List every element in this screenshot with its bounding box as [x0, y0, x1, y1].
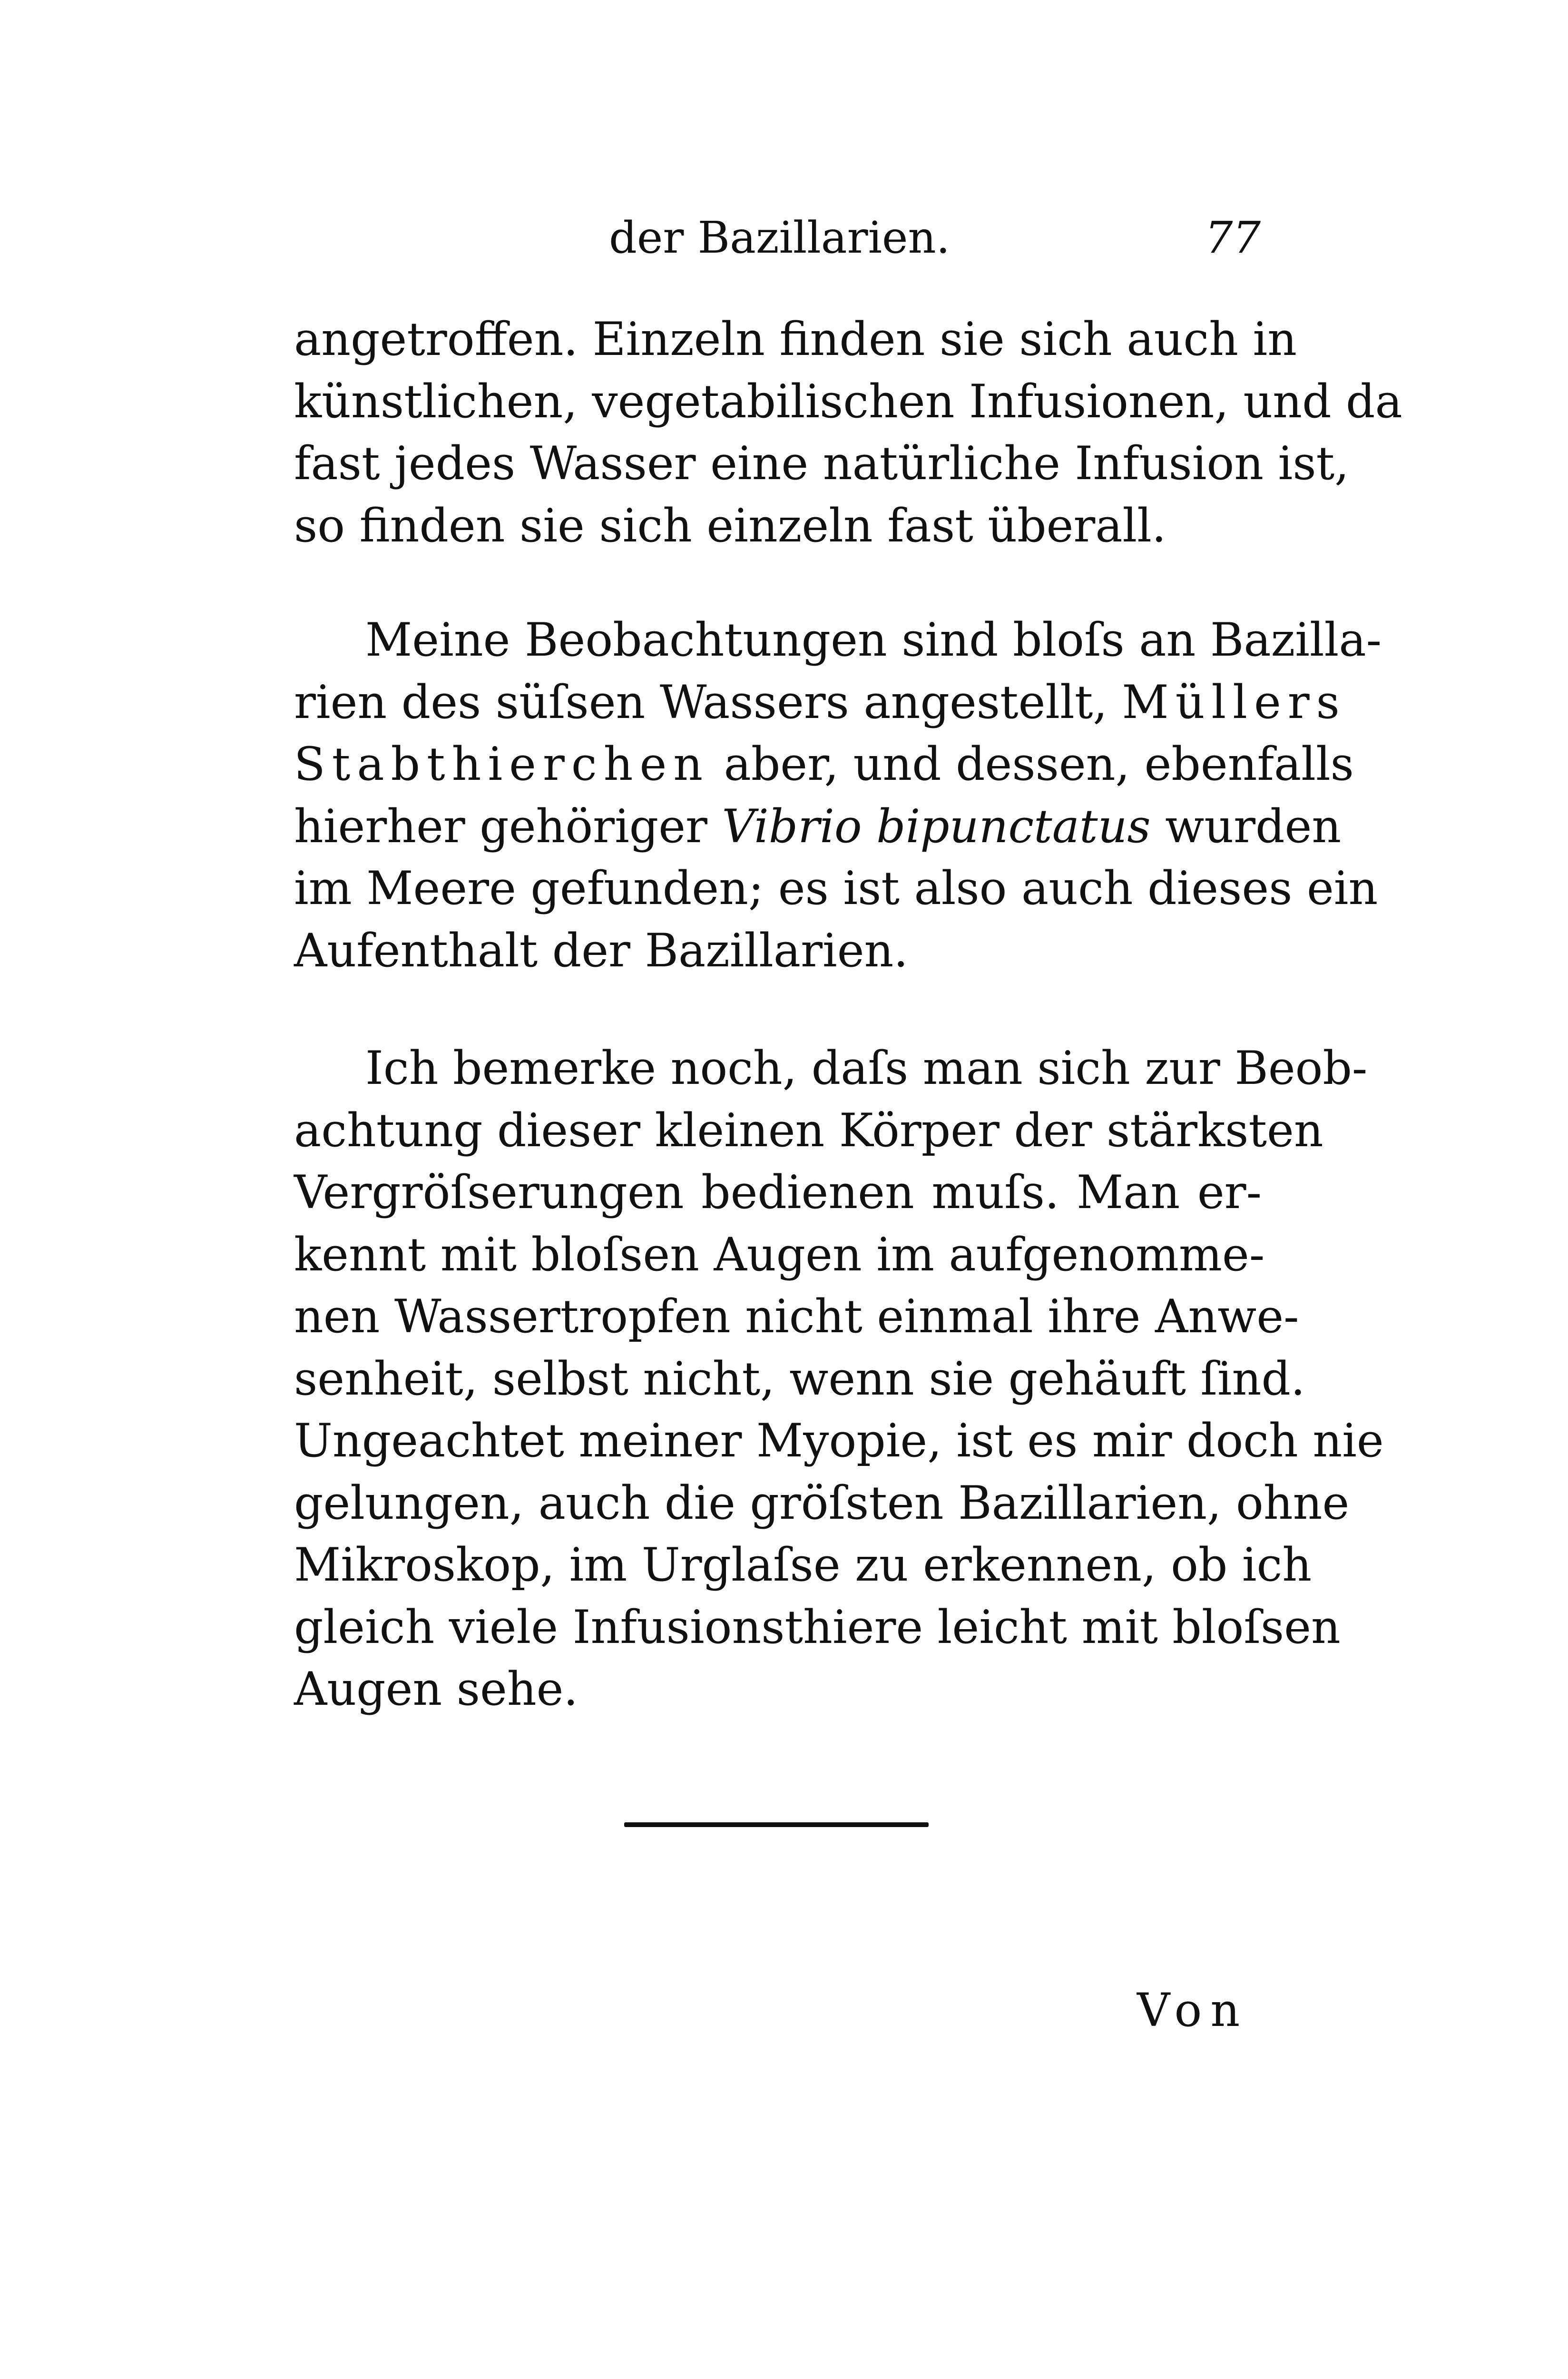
catchword: Von [1137, 1984, 1249, 2037]
paragraph-2 [294, 609, 1382, 982]
text-line: achtung dieser kleinen Körper der stärksten [294, 1103, 1323, 1157]
text-segment: aber, und dessen, ebenfalls [709, 737, 1354, 791]
text-line [294, 796, 1342, 858]
species-name-italic: Vibrio bipunctatus [722, 799, 1151, 853]
section-divider-rule [624, 1822, 929, 1827]
text-line: Mikroskop, im Urglaſse zu erkennen, ob ich [294, 1538, 1312, 1592]
text-line: Augen sehe. [294, 1662, 578, 1716]
text-line: Ungeachtet meiner Myopie, ist es mir doch nie [294, 1414, 1384, 1467]
text-line: senheit, selbst nicht, wenn sie gehäuft ſind. [294, 1352, 1305, 1406]
page-number: 77 [1205, 212, 1261, 263]
spaced-name-muellers: Müllers [1122, 675, 1346, 729]
text-segment: hierher gehöriger [294, 799, 722, 853]
text-segment: rien des süſsen Wassers angestellt, [294, 675, 1122, 729]
paragraph-1 [294, 308, 1402, 557]
text-line: Ich bemerke noch, daſs man sich zur Beob- [365, 1042, 1368, 1095]
running-head [295, 209, 1261, 266]
text-line: im Meere gefunden; es ist also auch dieses ein [294, 862, 1378, 915]
text-line: Aufenthalt der Bazillarien. [294, 924, 908, 977]
text-line: gelungen, auch die gröſsten Bazillarien, ohne [294, 1476, 1350, 1530]
text-line: fast jedes Wasser eine natürliche Infusion ist, [294, 437, 1349, 490]
running-title: der Bazillarien. [609, 212, 950, 263]
paragraph-3 [294, 1037, 1384, 1720]
text-line: nen Wassertropfen nicht einmal ihre Anwe- [294, 1290, 1299, 1343]
text-line: so finden sie sich einzeln fast überall. [294, 499, 1166, 552]
text-line: kennt mit bloſsen Augen im aufgenomme- [294, 1228, 1265, 1281]
spaced-term-stabthierchen: Stabthierchen [294, 737, 710, 791]
text-line: angetroffen. Einzeln finden sie sich auch in [294, 313, 1297, 366]
text-line: Vergröſserungen bedienen muſs. Man er- [294, 1166, 1262, 1219]
text-line [294, 733, 1354, 796]
text-line: Meine Beobachtungen sind bloſs an Bazilla- [365, 613, 1382, 667]
text-line: künstlichen, vegetabilischen Infusionen, und da [294, 374, 1402, 428]
text-line [294, 671, 1346, 734]
text-line: gleich viele Infusionsthiere leicht mit bloſsen [294, 1600, 1341, 1654]
text-segment: wurden [1150, 799, 1342, 853]
